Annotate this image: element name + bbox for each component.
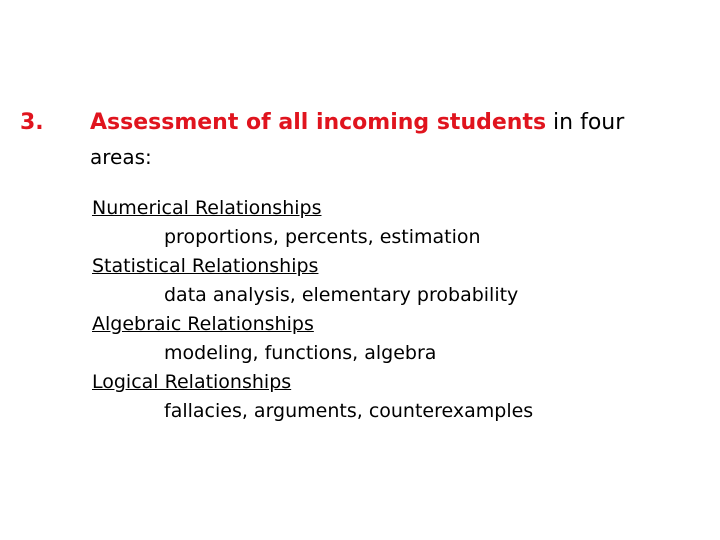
area-topics: data analysis, elementary probability	[164, 284, 519, 306]
area-title: Logical Relationships	[92, 371, 292, 393]
heading-emphasis: Assessment of all incoming students	[90, 110, 547, 135]
areas-list	[92, 194, 692, 426]
heading-continuation: areas:	[90, 145, 152, 169]
heading	[90, 110, 624, 135]
area-title: Algebraic Relationships	[92, 313, 314, 335]
heading-rest: in four	[546, 110, 625, 135]
area-topics: proportions, percents, estimation	[164, 226, 481, 248]
area-title: Statistical Relationships	[92, 255, 319, 277]
area-topics: modeling, functions, algebra	[164, 342, 437, 364]
item-number: 3.	[20, 110, 44, 135]
area-algebraic	[92, 310, 692, 368]
area-statistical	[92, 252, 692, 310]
area-title: Numerical Relationships	[92, 197, 322, 219]
area-topics: fallacies, arguments, counterexamples	[164, 400, 534, 422]
area-numerical	[92, 194, 692, 252]
area-logical	[92, 368, 692, 426]
